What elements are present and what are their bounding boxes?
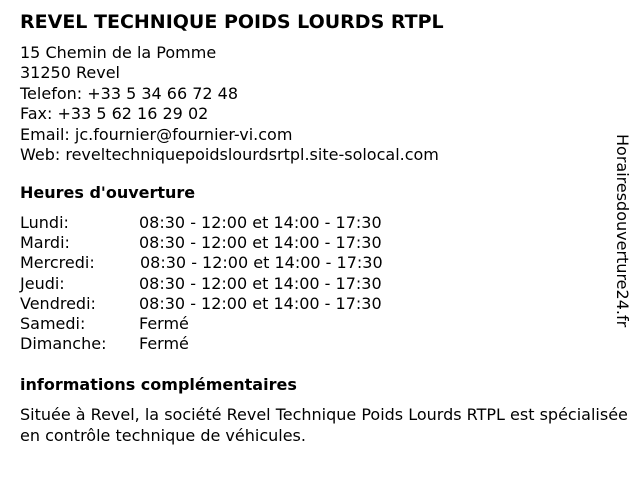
day-label: Mercredi:	[20, 253, 95, 273]
hours-row-tuesday	[20, 233, 383, 253]
hours-row-thursday	[20, 274, 383, 294]
day-label: Samedi:	[20, 314, 86, 334]
hours-row-wednesday	[20, 253, 383, 273]
hours-row-monday	[20, 213, 383, 233]
day-label: Mardi:	[20, 233, 70, 253]
watermark-text: Horairesdouverture24.fr	[613, 134, 632, 328]
time-value: 08:30 - 12:00 et 14:00 - 17:30	[140, 253, 383, 273]
day-label: Dimanche:	[20, 334, 107, 354]
time-value: Fermé	[139, 334, 189, 354]
hours-heading: Heures d'ouverture	[20, 183, 196, 202]
day-label: Lundi:	[20, 213, 69, 232]
hours-row-sunday	[20, 334, 383, 354]
address-block	[20, 43, 439, 165]
phone-number: Telefon: +33 5 34 66 72 48	[20, 83, 239, 103]
day-label: Vendredi:	[20, 293, 96, 313]
hours-row-friday	[20, 294, 383, 314]
time-value: 08:30 - 12:00 et 14:00 - 17:30	[139, 273, 382, 293]
website: Web: reveltechniquepoidslourdsrtpl.site-solocal.com	[20, 145, 439, 165]
opening-hours-table	[20, 213, 383, 354]
time-value: 08:30 - 12:00 et 14:00 - 17:30	[139, 233, 382, 253]
time-value: 08:30 - 12:00 et 14:00 - 17:30	[139, 293, 382, 313]
hours-row-saturday	[20, 314, 383, 334]
city-address: 31250 Revel	[20, 63, 120, 83]
street-address: 15 Chemin de la Pomme	[20, 43, 217, 62]
business-name: REVEL TECHNIQUE POIDS LOURDS RTPL	[20, 11, 444, 33]
email-address: Email: jc.fournier@fournier-vi.com	[20, 124, 293, 144]
day-label: Jeudi:	[20, 273, 65, 293]
info-description: Située à Revel, la société Revel Technique Poids Lourds RTPL est spécialisée en contrôle technique de véhicules.	[20, 405, 628, 445]
time-value: 08:30 - 12:00 et 14:00 - 17:30	[139, 213, 382, 232]
time-value: Fermé	[139, 314, 189, 334]
info-heading: informations complémentaires	[20, 375, 297, 394]
fax-number: Fax: +33 5 62 16 29 02	[20, 104, 209, 124]
